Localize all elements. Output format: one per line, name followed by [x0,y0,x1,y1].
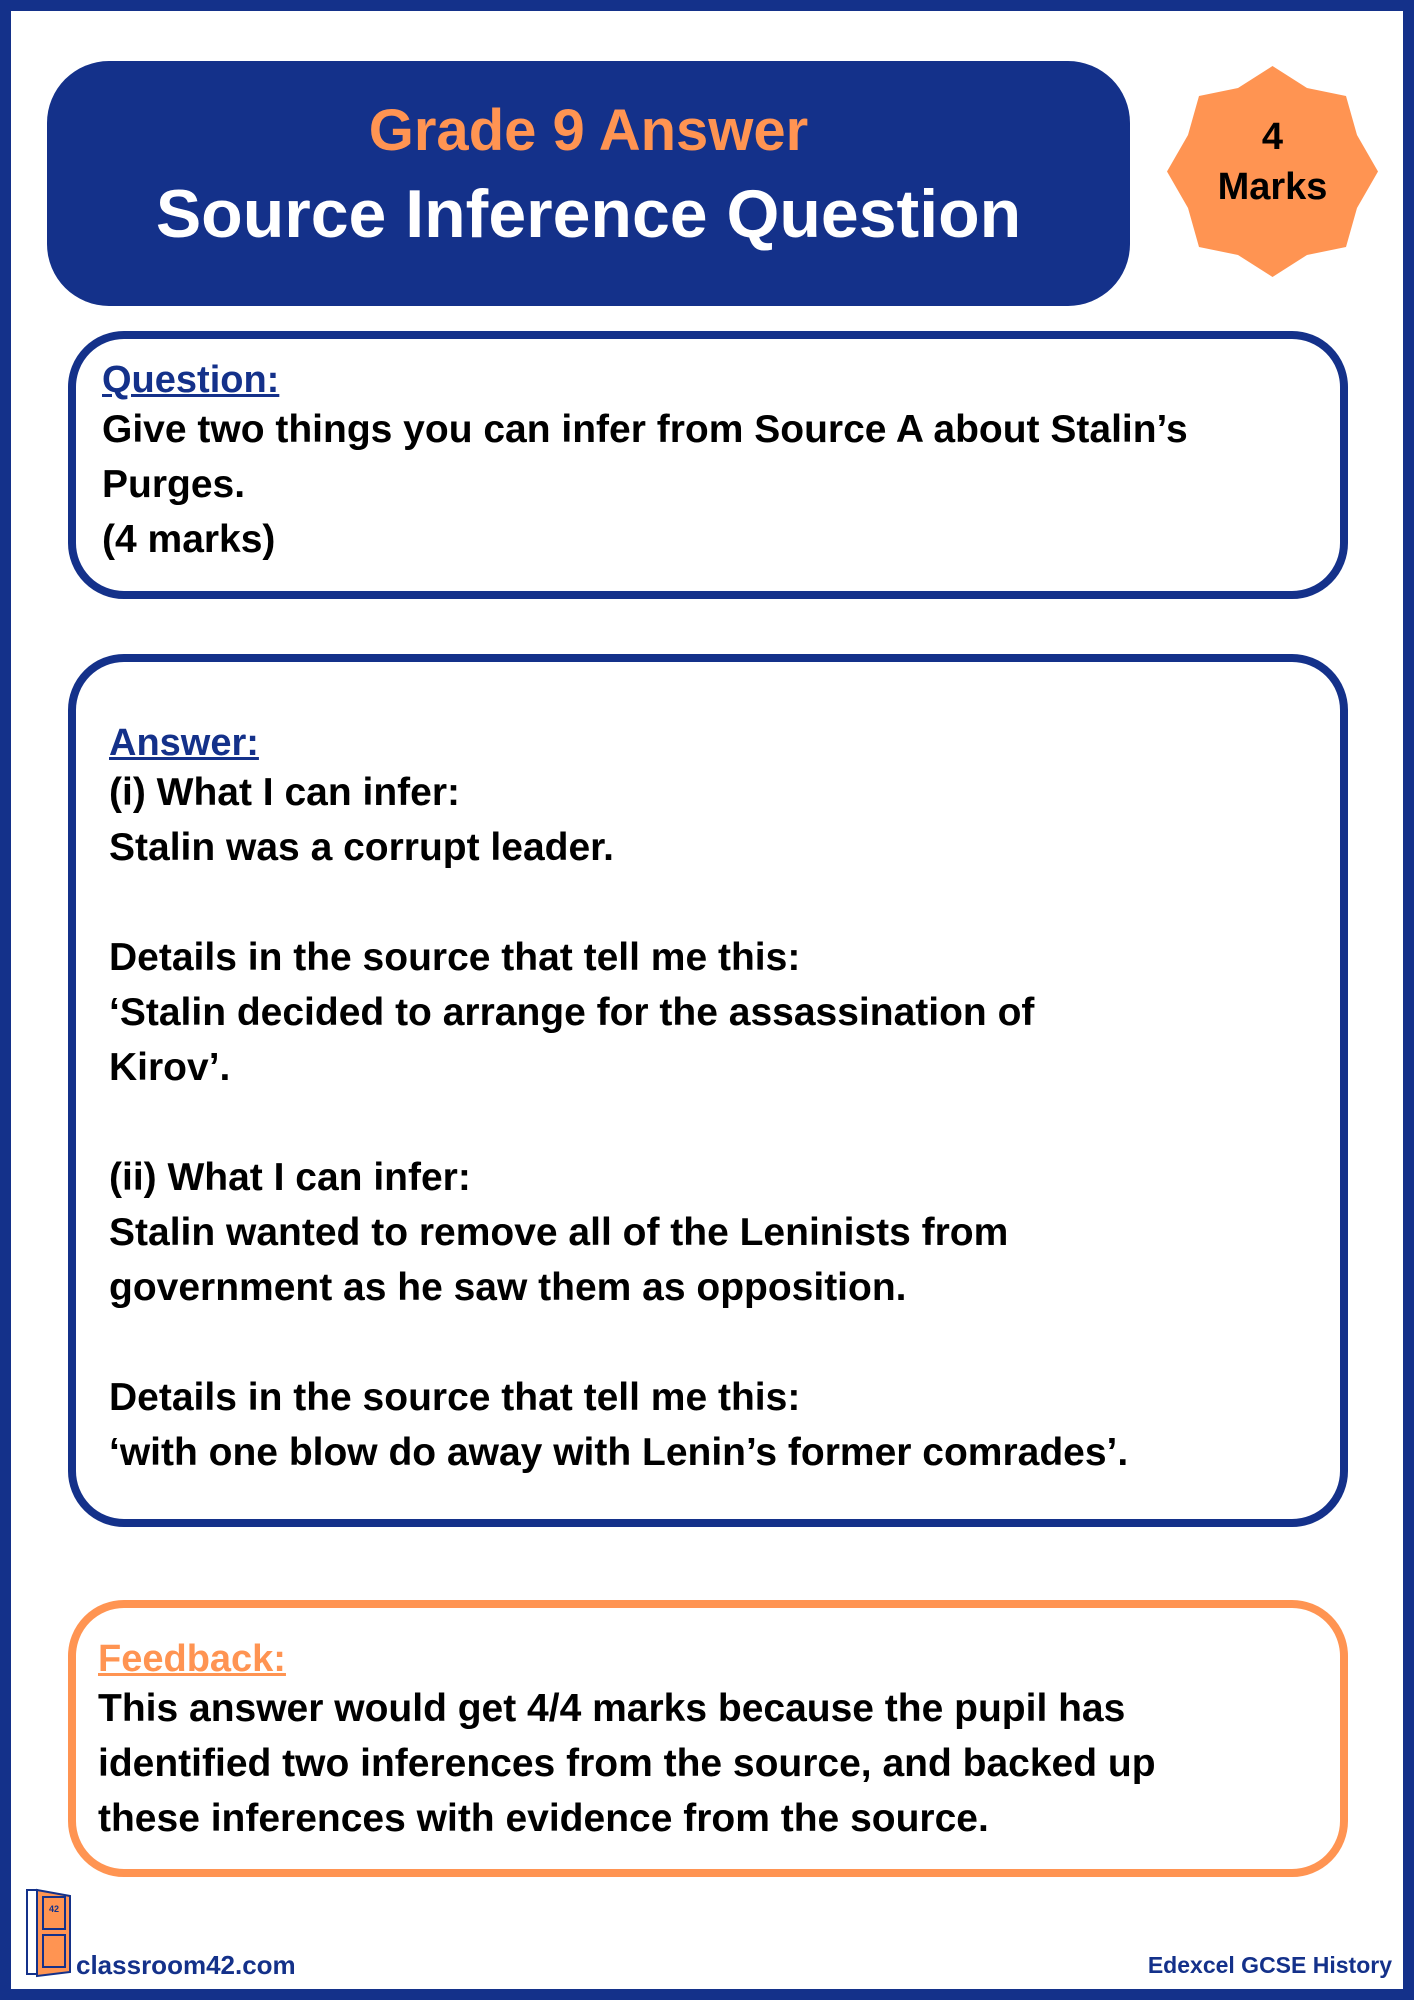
question-line: Give two things you can infer from Source A about Stalin’s [102,408,1188,451]
answer-line: ‘Stalin decided to arrange for the assassination of [109,991,1035,1034]
question-line: (4 marks) [102,518,276,561]
marks-badge [1167,66,1378,277]
title-banner [47,61,1130,306]
question-label: Question: [102,359,280,401]
classroom42-door-logo [26,1888,72,1980]
answer-line: Stalin was a corrupt leader. [109,826,615,869]
answer-line [109,1095,1340,1150]
grade-heading: Grade 9 Answer [368,98,809,163]
feedback-line: identified two inferences from the source, and backed up [98,1742,1156,1785]
answer-box [68,654,1348,1527]
answer-line: (ii) What I can infer: [109,1156,471,1199]
answer-line: Details in the source that tell me this: [109,1376,801,1419]
svg-text:42: 42 [48,1904,60,1914]
answer-line: government as he saw them as opposition. [109,1266,907,1309]
feedback-label: Feedback: [98,1638,286,1680]
answer-line: Details in the source that tell me this: [109,936,801,979]
answer-line [109,1315,1340,1370]
question-line: Purges. [102,463,246,506]
feedback-line: This answer would get 4/4 marks because the pupil has [98,1687,1126,1730]
question-box [68,331,1348,599]
answer-line: (i) What I can infer: [109,771,460,814]
answer-line: Stalin wanted to remove all of the Leninists from [109,1211,1009,1254]
answer-label: Answer: [109,722,259,764]
course-label: Edexcel GCSE History [1147,1952,1392,1978]
answer-line: ‘with one blow do away with Lenin’s former comrades’. [109,1431,1129,1474]
site-link[interactable]: classroom42.com [76,1950,296,1980]
badge-number: 4 [1261,116,1284,158]
answer-line: Kirov’. [109,1046,231,1089]
answer-line [109,875,1340,930]
badge-label: Marks [1217,166,1328,208]
feedback-box [68,1600,1348,1877]
feedback-line: these inferences with evidence from the source. [98,1797,989,1840]
page-title: Source Inference Question [155,176,1022,252]
